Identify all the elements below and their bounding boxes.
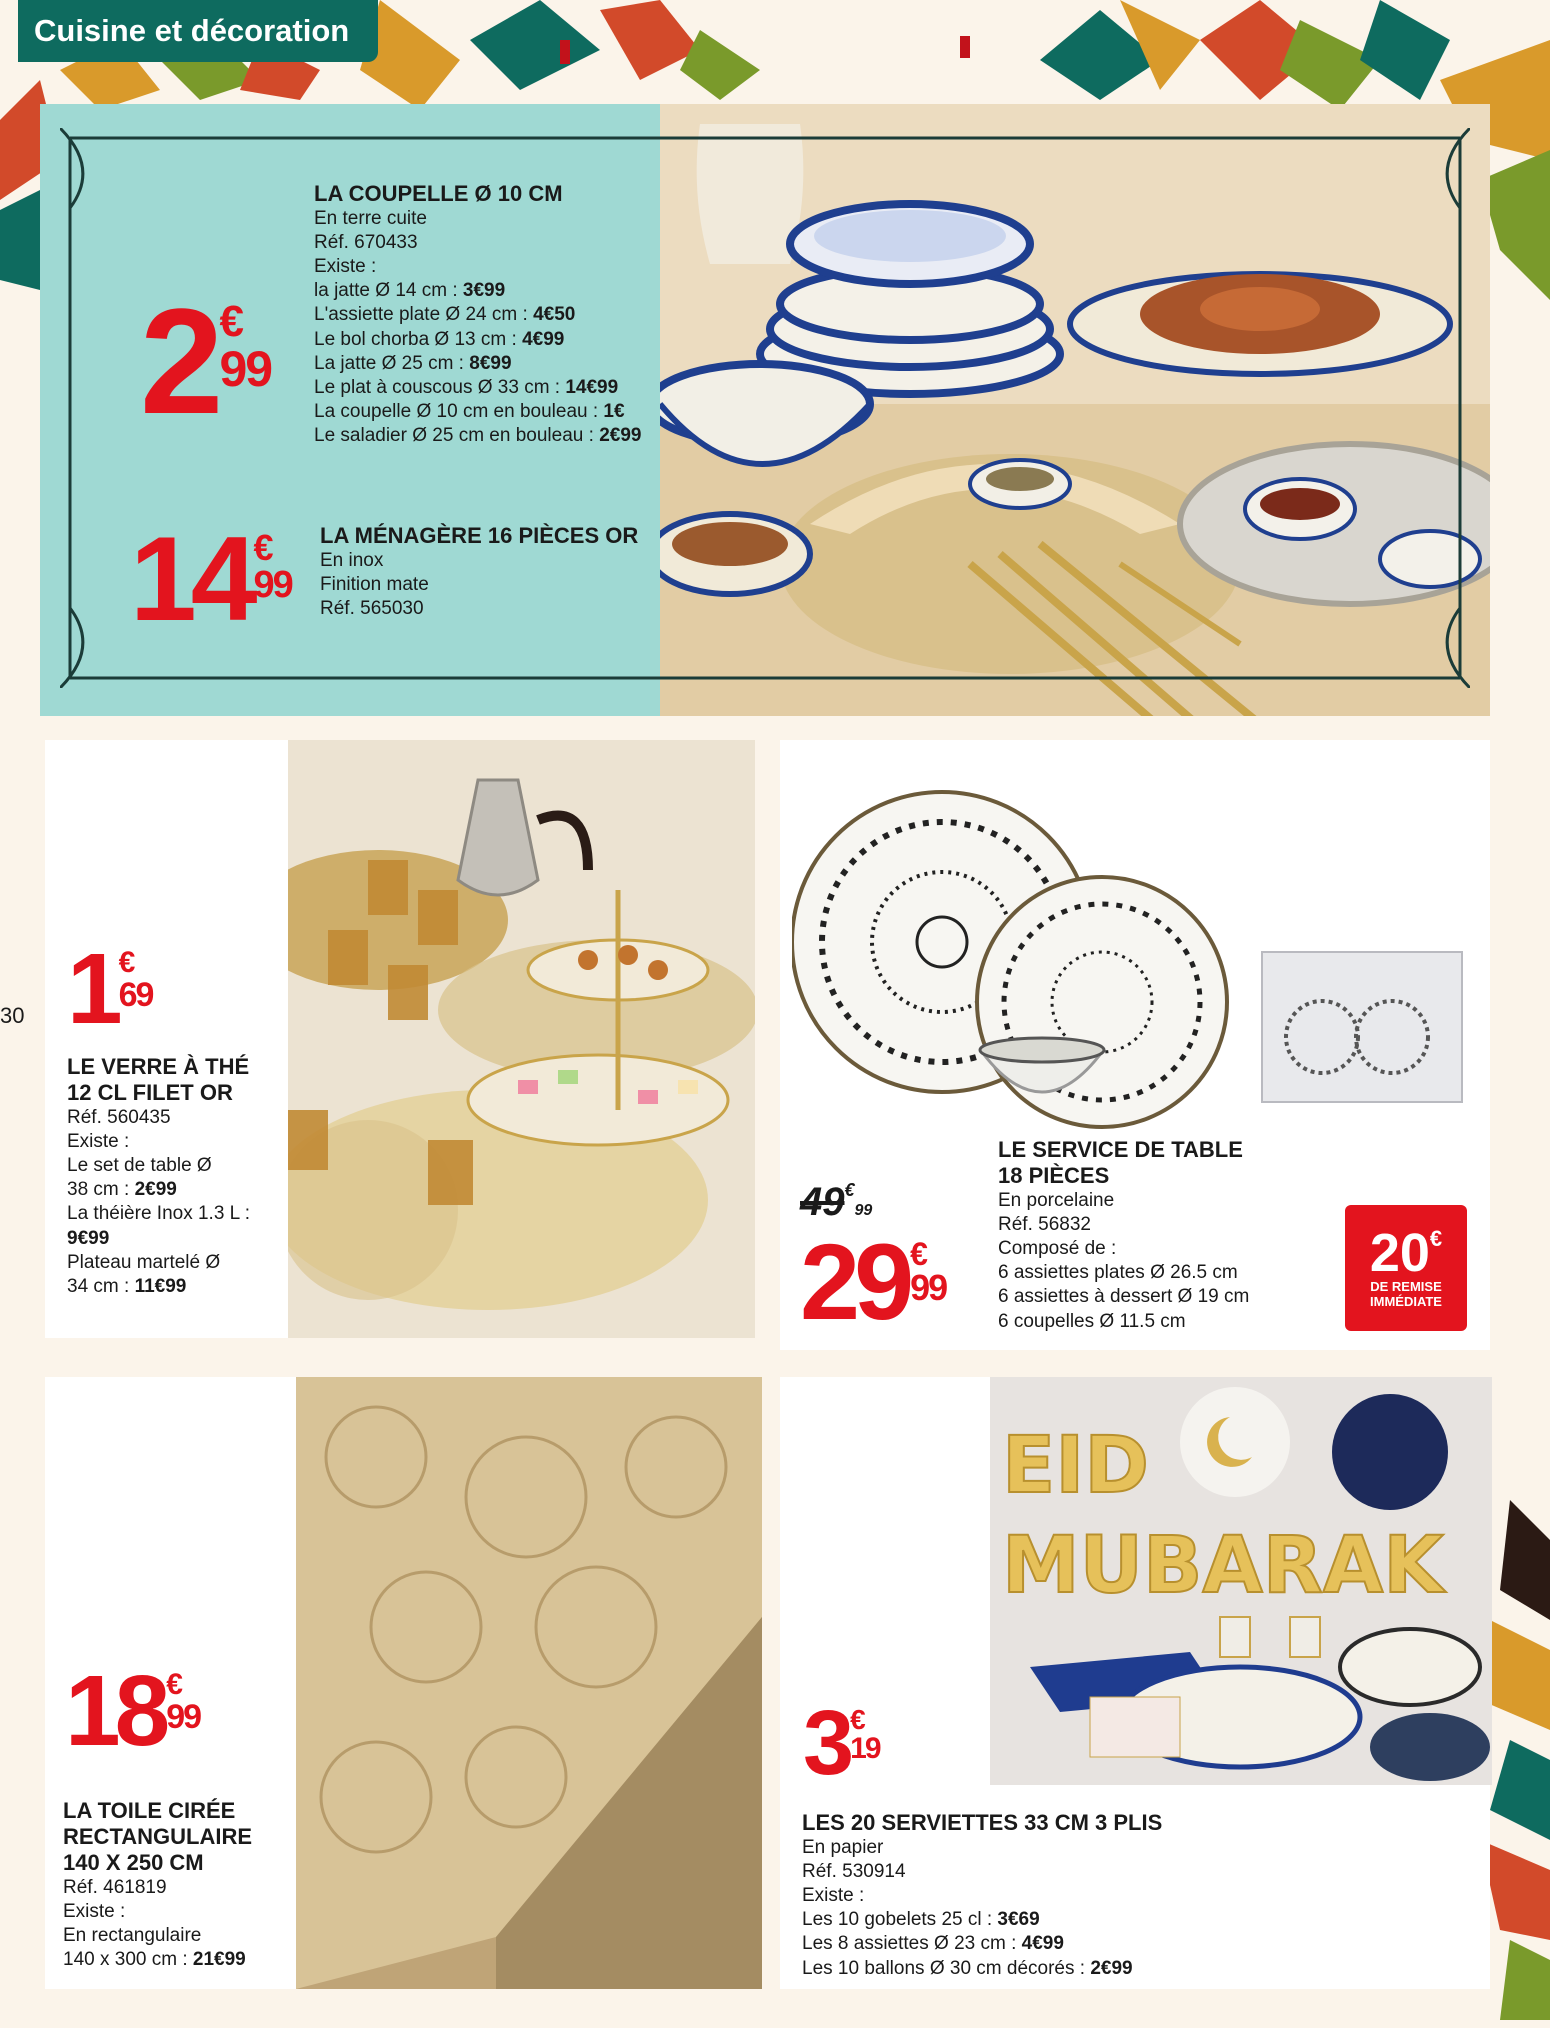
napkins-line xyxy=(802,1957,1202,1981)
tea-glass-line xyxy=(67,1130,287,1154)
discount-amount-value: 20 xyxy=(1369,1223,1430,1284)
discount-badge xyxy=(1345,1205,1467,1331)
dinner-set-line: Réf. 56832 xyxy=(998,1214,1091,1236)
coupelle-price-cents: 99 xyxy=(219,341,272,397)
tea-glass-line xyxy=(67,1275,287,1299)
coupelle-line xyxy=(314,424,654,448)
coupelle-title: LA COUPELLE Ø 10 CM xyxy=(314,181,563,206)
tea-glass-price-int: 1 xyxy=(67,933,117,1045)
coupelle-line-price: 2€99 xyxy=(599,425,642,447)
coupelle-line-price: 14€99 xyxy=(565,376,619,398)
coupelle-line xyxy=(314,231,654,255)
tablecloth-price-cents: 99 xyxy=(166,1698,201,1736)
napkins-title: LES 20 SERVIETTES 33 CM 3 PLIS xyxy=(802,1810,1163,1835)
tea-glass-lines xyxy=(67,1106,287,1299)
napkins-price-currency: € xyxy=(850,1704,866,1735)
coupelle-line-text: Le plat à couscous Ø 33 cm : xyxy=(314,376,566,398)
napkins-line-text: Existe : xyxy=(802,1885,865,1907)
tea-glass-line-text: La théière Inox 1.3 L : xyxy=(67,1203,251,1225)
tableware-illustration xyxy=(660,104,1490,716)
tea-glass-line-text: 34 cm : xyxy=(67,1275,135,1297)
coupelle-line xyxy=(314,279,654,303)
old-price-int: 49 xyxy=(800,1180,845,1224)
napkins-line xyxy=(802,1836,1202,1860)
tea-glass-line xyxy=(67,1154,287,1178)
dinner-set-line: 6 assiettes à dessert Ø 19 cm xyxy=(998,1286,1250,1308)
coupelle-line xyxy=(314,303,654,327)
section-title: Cuisine et décoration xyxy=(34,13,350,48)
eid-decor-illustration xyxy=(990,1377,1492,1785)
napkins-line xyxy=(802,1908,1202,1932)
menagere-line: Réf. 565030 xyxy=(320,598,424,620)
hero-tableware-photo xyxy=(660,104,1490,716)
napkins-line-price: 3€69 xyxy=(997,1909,1040,1931)
coupelle-lines xyxy=(314,207,654,448)
tea-glass-price-side xyxy=(119,948,153,1012)
tablecloth-line xyxy=(63,1948,303,1972)
coupelle-price-currency: € xyxy=(219,297,244,346)
menagere-price-int: 14 xyxy=(130,512,252,646)
dinner-set-illustration xyxy=(792,752,1472,1142)
coupelle-line-price: 4€99 xyxy=(522,328,565,350)
tablecloth-line xyxy=(63,1876,303,1900)
old-price-cents: 99 xyxy=(854,1202,873,1219)
menagere-line: En inox xyxy=(320,549,384,571)
tea-glass-line-text: 38 cm : xyxy=(67,1179,135,1201)
dinner-set-old-price xyxy=(800,1180,872,1225)
dinner-set-details xyxy=(998,1137,1298,1334)
tea-set-illustration xyxy=(288,740,755,1338)
discount-line: DE REMISE xyxy=(1370,1279,1442,1295)
coupelle-line-price: 3€99 xyxy=(462,280,506,302)
dinner-set-line: En porcelaine xyxy=(998,1189,1115,1211)
napkins-line xyxy=(802,1932,1202,1956)
menagere-details xyxy=(320,523,650,621)
tablecloth-line-text: 140 x 300 cm : xyxy=(63,1949,193,1971)
coupelle-line-text: Existe : xyxy=(314,256,377,278)
napkins-price-side xyxy=(850,1706,879,1764)
tablecloth-line-text: Existe : xyxy=(63,1900,126,1922)
coupelle-price-int: 2 xyxy=(140,277,218,445)
tea-glass-line xyxy=(67,1178,287,1202)
tablecloth-price-currency: € xyxy=(166,1668,183,1701)
dinner-set-price-int: 29 xyxy=(800,1221,909,1342)
napkins-price-int: 3 xyxy=(803,1692,849,1794)
section-tab xyxy=(18,0,378,62)
napkins-line-price: 4€99 xyxy=(1021,1933,1064,1955)
tablecloth-line xyxy=(63,1900,303,1924)
coupelle-line-text: Le bol chorba Ø 13 cm : xyxy=(314,328,523,350)
coupelle-line xyxy=(314,328,654,352)
tablecloth-title: LA TOILE CIRÉE xyxy=(63,1798,236,1823)
coupelle-line-text: la jatte Ø 14 cm : xyxy=(314,280,463,302)
tea-glass-price-cents: 69 xyxy=(118,976,153,1014)
coupelle-line-price: 4€50 xyxy=(533,304,576,326)
dinner-set-price-cents: 99 xyxy=(910,1267,947,1308)
coupelle-price-side xyxy=(219,297,272,397)
tea-glass-line xyxy=(67,1106,287,1130)
menagere-line: Finition mate xyxy=(320,574,429,596)
coupelle-line-text: Réf. 670433 xyxy=(314,232,418,254)
tea-glass-line xyxy=(67,1227,287,1251)
tablecloth-line-text: En rectangulaire xyxy=(63,1925,202,1947)
eid-decor-photo xyxy=(990,1377,1492,1785)
dinner-set-price xyxy=(800,1221,947,1342)
tea-glass-line-text: Réf. 560435 xyxy=(67,1106,171,1128)
menagere-price-cents: 99 xyxy=(253,564,292,606)
tea-glass-title: LE VERRE À THÉ xyxy=(67,1054,250,1079)
napkins-lines xyxy=(802,1836,1202,1981)
tea-glass-line-price: 2€99 xyxy=(134,1179,177,1201)
tea-glass-line-text: Existe : xyxy=(67,1131,130,1153)
napkins-price-cents: 19 xyxy=(850,1732,880,1765)
napkins-line-text: Les 10 ballons Ø 30 cm décorés : xyxy=(802,1957,1091,1979)
napkins-line-price: 2€99 xyxy=(1090,1957,1133,1979)
old-price-currency: € xyxy=(844,1180,855,1200)
dinner-set-line: 6 assiettes plates Ø 26.5 cm xyxy=(998,1262,1238,1284)
coupelle-line xyxy=(314,207,654,231)
tablecloth-lines xyxy=(63,1876,303,1973)
coupelle-line-text: L'assiette plate Ø 24 cm : xyxy=(314,304,534,326)
dinner-set-title: LE SERVICE DE TABLE xyxy=(998,1137,1243,1162)
tea-glass-line-price: 9€99 xyxy=(67,1227,110,1249)
coupelle-line xyxy=(314,255,654,279)
coupelle-line-price: 8€99 xyxy=(469,352,512,374)
napkins-details xyxy=(802,1810,1202,1981)
napkins-line-text: Réf. 530914 xyxy=(802,1861,906,1883)
page-number: 30 xyxy=(0,1003,25,1028)
dinner-set-photo xyxy=(792,752,1472,1142)
tea-glass-line xyxy=(67,1202,287,1226)
menagere-price xyxy=(130,512,292,646)
napkins-price xyxy=(803,1692,880,1794)
tea-glass-line-text: Plateau martelé Ø xyxy=(67,1251,221,1273)
tablecloth-line xyxy=(63,1924,303,1948)
dinner-set-title: 18 PIÈCES xyxy=(998,1162,1110,1188)
napkins-line-text: En papier xyxy=(802,1836,884,1858)
tablecloth-price xyxy=(65,1655,201,1767)
eid-balloon-letters: EID xyxy=(1002,1421,1150,1511)
napkins-line xyxy=(802,1884,1202,1908)
discount-line: IMMÉDIATE xyxy=(1370,1294,1442,1309)
menagere-price-currency: € xyxy=(253,527,274,568)
tea-glass-details xyxy=(67,1054,287,1299)
coupelle-line-price: 1€ xyxy=(603,400,625,422)
tea-glass-line-text: Le set de table Ø xyxy=(67,1155,212,1177)
tea-glass-price xyxy=(67,933,153,1045)
tablecloth-price-side xyxy=(166,1670,200,1734)
coupelle-line xyxy=(314,352,654,376)
tea-glass-line xyxy=(67,1251,287,1275)
tea-set-photo xyxy=(288,740,755,1338)
tea-glass-title: 12 CL FILET OR xyxy=(67,1079,233,1105)
tablecloth-line-text: Réf. 461819 xyxy=(63,1876,167,1898)
tablecloth-illustration xyxy=(296,1377,762,1989)
menagere-title: LA MÉNAGÈRE 16 PIÈCES OR xyxy=(320,523,639,548)
napkins-line-text: Les 10 gobelets 25 cl : xyxy=(802,1909,998,1931)
tablecloth-title: 140 X 250 CM xyxy=(63,1849,204,1875)
tablecloth-details xyxy=(63,1798,303,1972)
napkins-line-text: Les 8 assiettes Ø 23 cm : xyxy=(802,1933,1022,1955)
menagere-price-side xyxy=(253,527,292,606)
napkins-line xyxy=(802,1860,1202,1884)
dinner-set-price-currency: € xyxy=(910,1236,928,1272)
tea-glass-price-currency: € xyxy=(118,946,136,979)
dinner-set-price-side xyxy=(910,1238,946,1306)
tablecloth-price-int: 18 xyxy=(65,1655,165,1767)
dinner-set-line: 6 coupelles Ø 11.5 cm xyxy=(998,1310,1186,1332)
coupelle-line-text: Le saladier Ø 25 cm en bouleau : xyxy=(314,425,600,447)
coupelle-line-text: La coupelle Ø 10 cm en bouleau : xyxy=(314,400,604,422)
coupelle-details xyxy=(314,181,654,448)
coupelle-line xyxy=(314,400,654,424)
dinner-set-line: Composé de : xyxy=(998,1238,1117,1260)
tablecloth-title: RECTANGULAIRE xyxy=(63,1823,253,1849)
coupelle-price xyxy=(140,277,272,445)
tablecloth-line-price: 21€99 xyxy=(192,1949,246,1971)
coupelle-line xyxy=(314,376,654,400)
tablecloth-photo xyxy=(296,1377,762,1989)
tea-glass-line-price: 11€99 xyxy=(134,1275,187,1297)
discount-amount xyxy=(1369,1223,1443,1284)
coupelle-line-text: En terre cuite xyxy=(314,207,427,229)
discount-amount-currency: € xyxy=(1429,1226,1443,1252)
mubarak-balloon-letters: MUBARAK xyxy=(1002,1521,1444,1611)
coupelle-line-text: La jatte Ø 25 cm : xyxy=(314,352,470,374)
